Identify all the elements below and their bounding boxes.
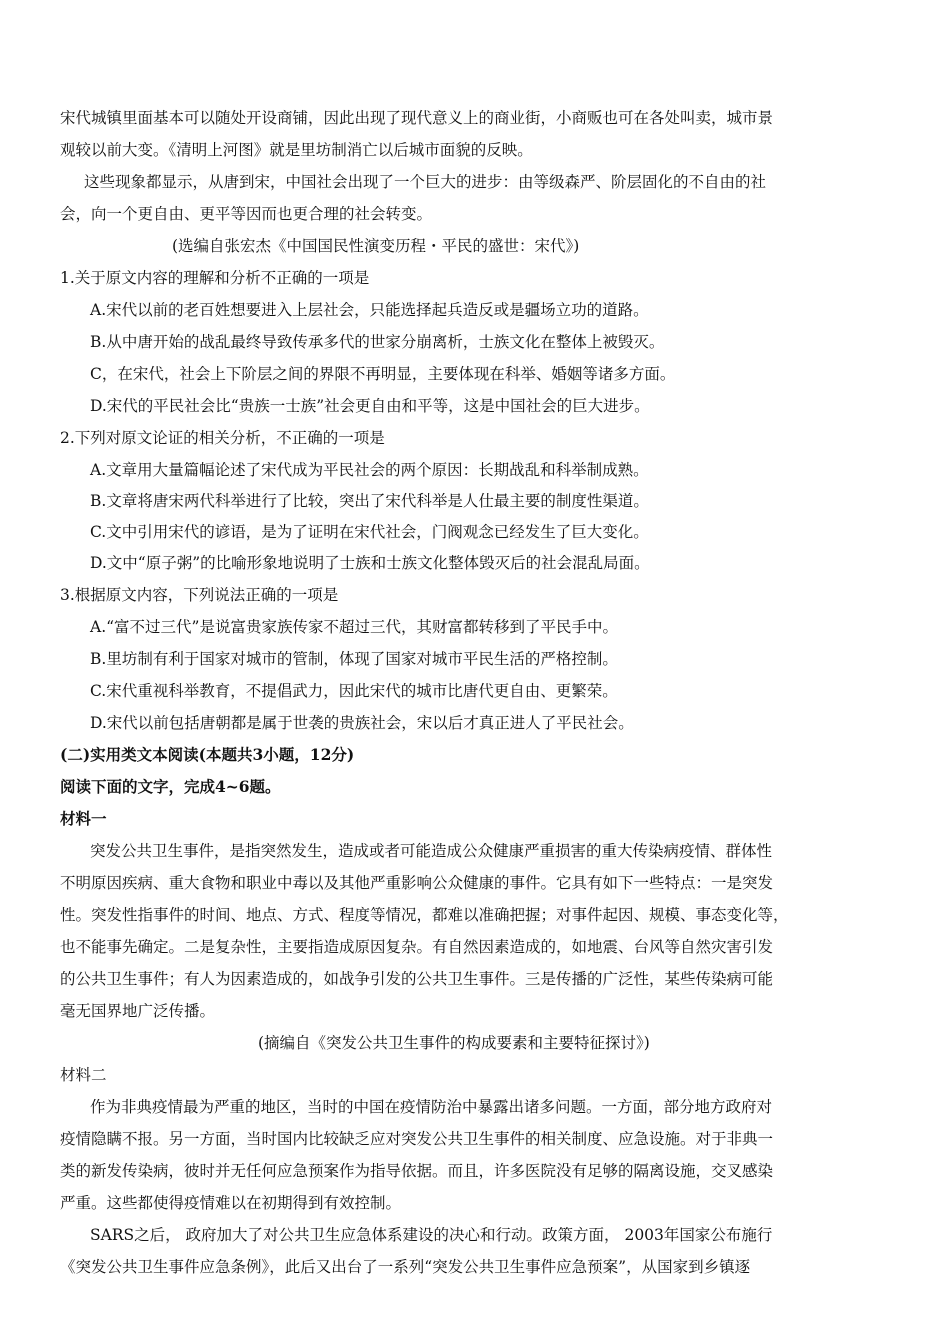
section-instruction: 阅读下面的文字，完成4~6题。 xyxy=(60,777,281,796)
question-stem: 2.下列对原文论证的相关分析，不正确的一项是 xyxy=(60,429,385,447)
question-option: C.文中引用宋代的谚语，是为了证明在宋代社会，门阀观念已经发生了巨大变化。 xyxy=(90,523,649,541)
question-option: D.文中“原子粥”的比喻形象地说明了士族和士族文化整体毁灭后的社会混乱局面。 xyxy=(90,554,650,572)
question-option: C，在宋代，社会上下阶层之间的界限不再明显，主要体现在科举、婚姻等诸多方面。 xyxy=(90,365,676,383)
material-line: 突发公共卫生事件，是指突然发生，造成或者可能造成公众健康严重损害的重大传染病疫情、群体性 xyxy=(90,842,773,860)
question-option: D.宋代的平民社会比“贵族一士族”社会更自由和平等，这是中国社会的巨大进步。 xyxy=(90,397,650,415)
question-option: B.文章将唐宋两代科举进行了比较，突出了宋代科举是人仕最主要的制度性渠道。 xyxy=(90,492,649,510)
material-line: 严重。这些都使得疫情难以在初期得到有效控制。 xyxy=(60,1194,402,1212)
question-option: B.里坊制有利于国家对城市的管制，体现了国家对城市平民生活的严格控制。 xyxy=(90,650,618,668)
question-option: A.“富不过三代”是说富贵家族传家不超过三代，其财富都转移到了平民手中。 xyxy=(90,618,618,636)
question-stem: 3.根据原文内容，下列说法正确的一项是 xyxy=(60,586,339,604)
passage-source: (选编自张宏杰《中国国民性演变历程・平民的盛世：宋代》) xyxy=(172,237,580,255)
material-line: 类的新发传染病，彼时并无任何应急预案作为指导依据。而且，许多医院没有足够的隔离设施，交叉感染 xyxy=(60,1162,774,1180)
passage-line: 这些现象都显示，从唐到宋，中国社会出现了一个巨大的进步：由等级森严、阶层固化的不自由的社 xyxy=(84,173,767,191)
material-source: (摘编自《突发公共卫生事件的构成要素和主要特征探讨》) xyxy=(258,1034,650,1052)
question-option: A.宋代以前的老百姓想要进入上层社会，只能选择起兵造反或是疆场立功的道路。 xyxy=(90,301,649,319)
passage-line: 会，向一个更自由、更平等因而也更合理的社会转变。 xyxy=(60,205,433,223)
material-line: SARS之后， 政府加大了对公共卫生应急体系建设的决心和行动。政策方面， 2003年国家公布施行 xyxy=(90,1226,773,1244)
question-option: C.宋代重视科举教育，不提倡武力，因此宋代的城市比唐代更自由、更繁荣。 xyxy=(90,682,618,700)
material-line: 的公共卫生事件；有人为因素造成的，如战争引发的公共卫生事件。三是传播的广泛性，某些传染病可能 xyxy=(60,970,774,988)
material-line: 《突发公共卫生事件应急条例》，此后又出台了一系列“突发公共卫生事件应急预案”，从国家到乡镇逐 xyxy=(60,1258,751,1276)
passage-line: 宋代城镇里面基本可以随处开设商铺，因此出现了现代意义上的商业街，小商贩也可在各处叫卖，城市景 xyxy=(60,109,774,127)
section-heading: (二)实用类文本阅读(本题共3小题，12分) xyxy=(60,745,355,764)
material-line: 作为非典疫情最为严重的地区，当时的中国在疫情防治中暴露出诸多问题。一方面，部分地方政府对 xyxy=(90,1098,773,1116)
material-line: 不明原因疾病、重大食物和职业中毒以及其他严重影响公众健康的事件。它具有如下一些特点：一是突发 xyxy=(60,874,774,892)
question-option: D.宋代以前包括唐朝都是属于世袭的贵族社会，宋以后才真正进人了平民社会。 xyxy=(90,714,634,732)
material-line: 疫情隐瞒不报。另一方面，当时国内比较缺乏应对突发公共卫生事件的相关制度、应急设施。对于非典一 xyxy=(60,1130,774,1148)
question-stem: 1.关于原文内容的理解和分析不正确的一项是 xyxy=(60,269,370,287)
question-option: B.从中唐开始的战乱最终导致传承多代的世家分崩离析，士族文化在整体上被毁灭。 xyxy=(90,333,665,351)
material-line: 性。突发性指事件的时间、地点、方式、程度等情况，都难以准确把握；对事件起因、规模、事态变化等， xyxy=(60,906,789,924)
passage-line: 观较以前大变。《清明上河图》就是里坊制消亡以后城市面貌的反映。 xyxy=(60,141,533,159)
material-title: 材料二 xyxy=(60,1066,107,1084)
material-line: 也不能事先确定。二是复杂性，主要指造成原因复杂。有自然因素造成的，如地震、台风等自然灾害引发 xyxy=(60,938,774,956)
question-option: A.文章用大量篇幅论述了宋代成为平民社会的两个原因：长期战乱和科举制成熟。 xyxy=(90,461,649,479)
material-title: 材料一 xyxy=(60,809,107,828)
material-line: 毫无国界地广泛传播。 xyxy=(60,1002,216,1020)
